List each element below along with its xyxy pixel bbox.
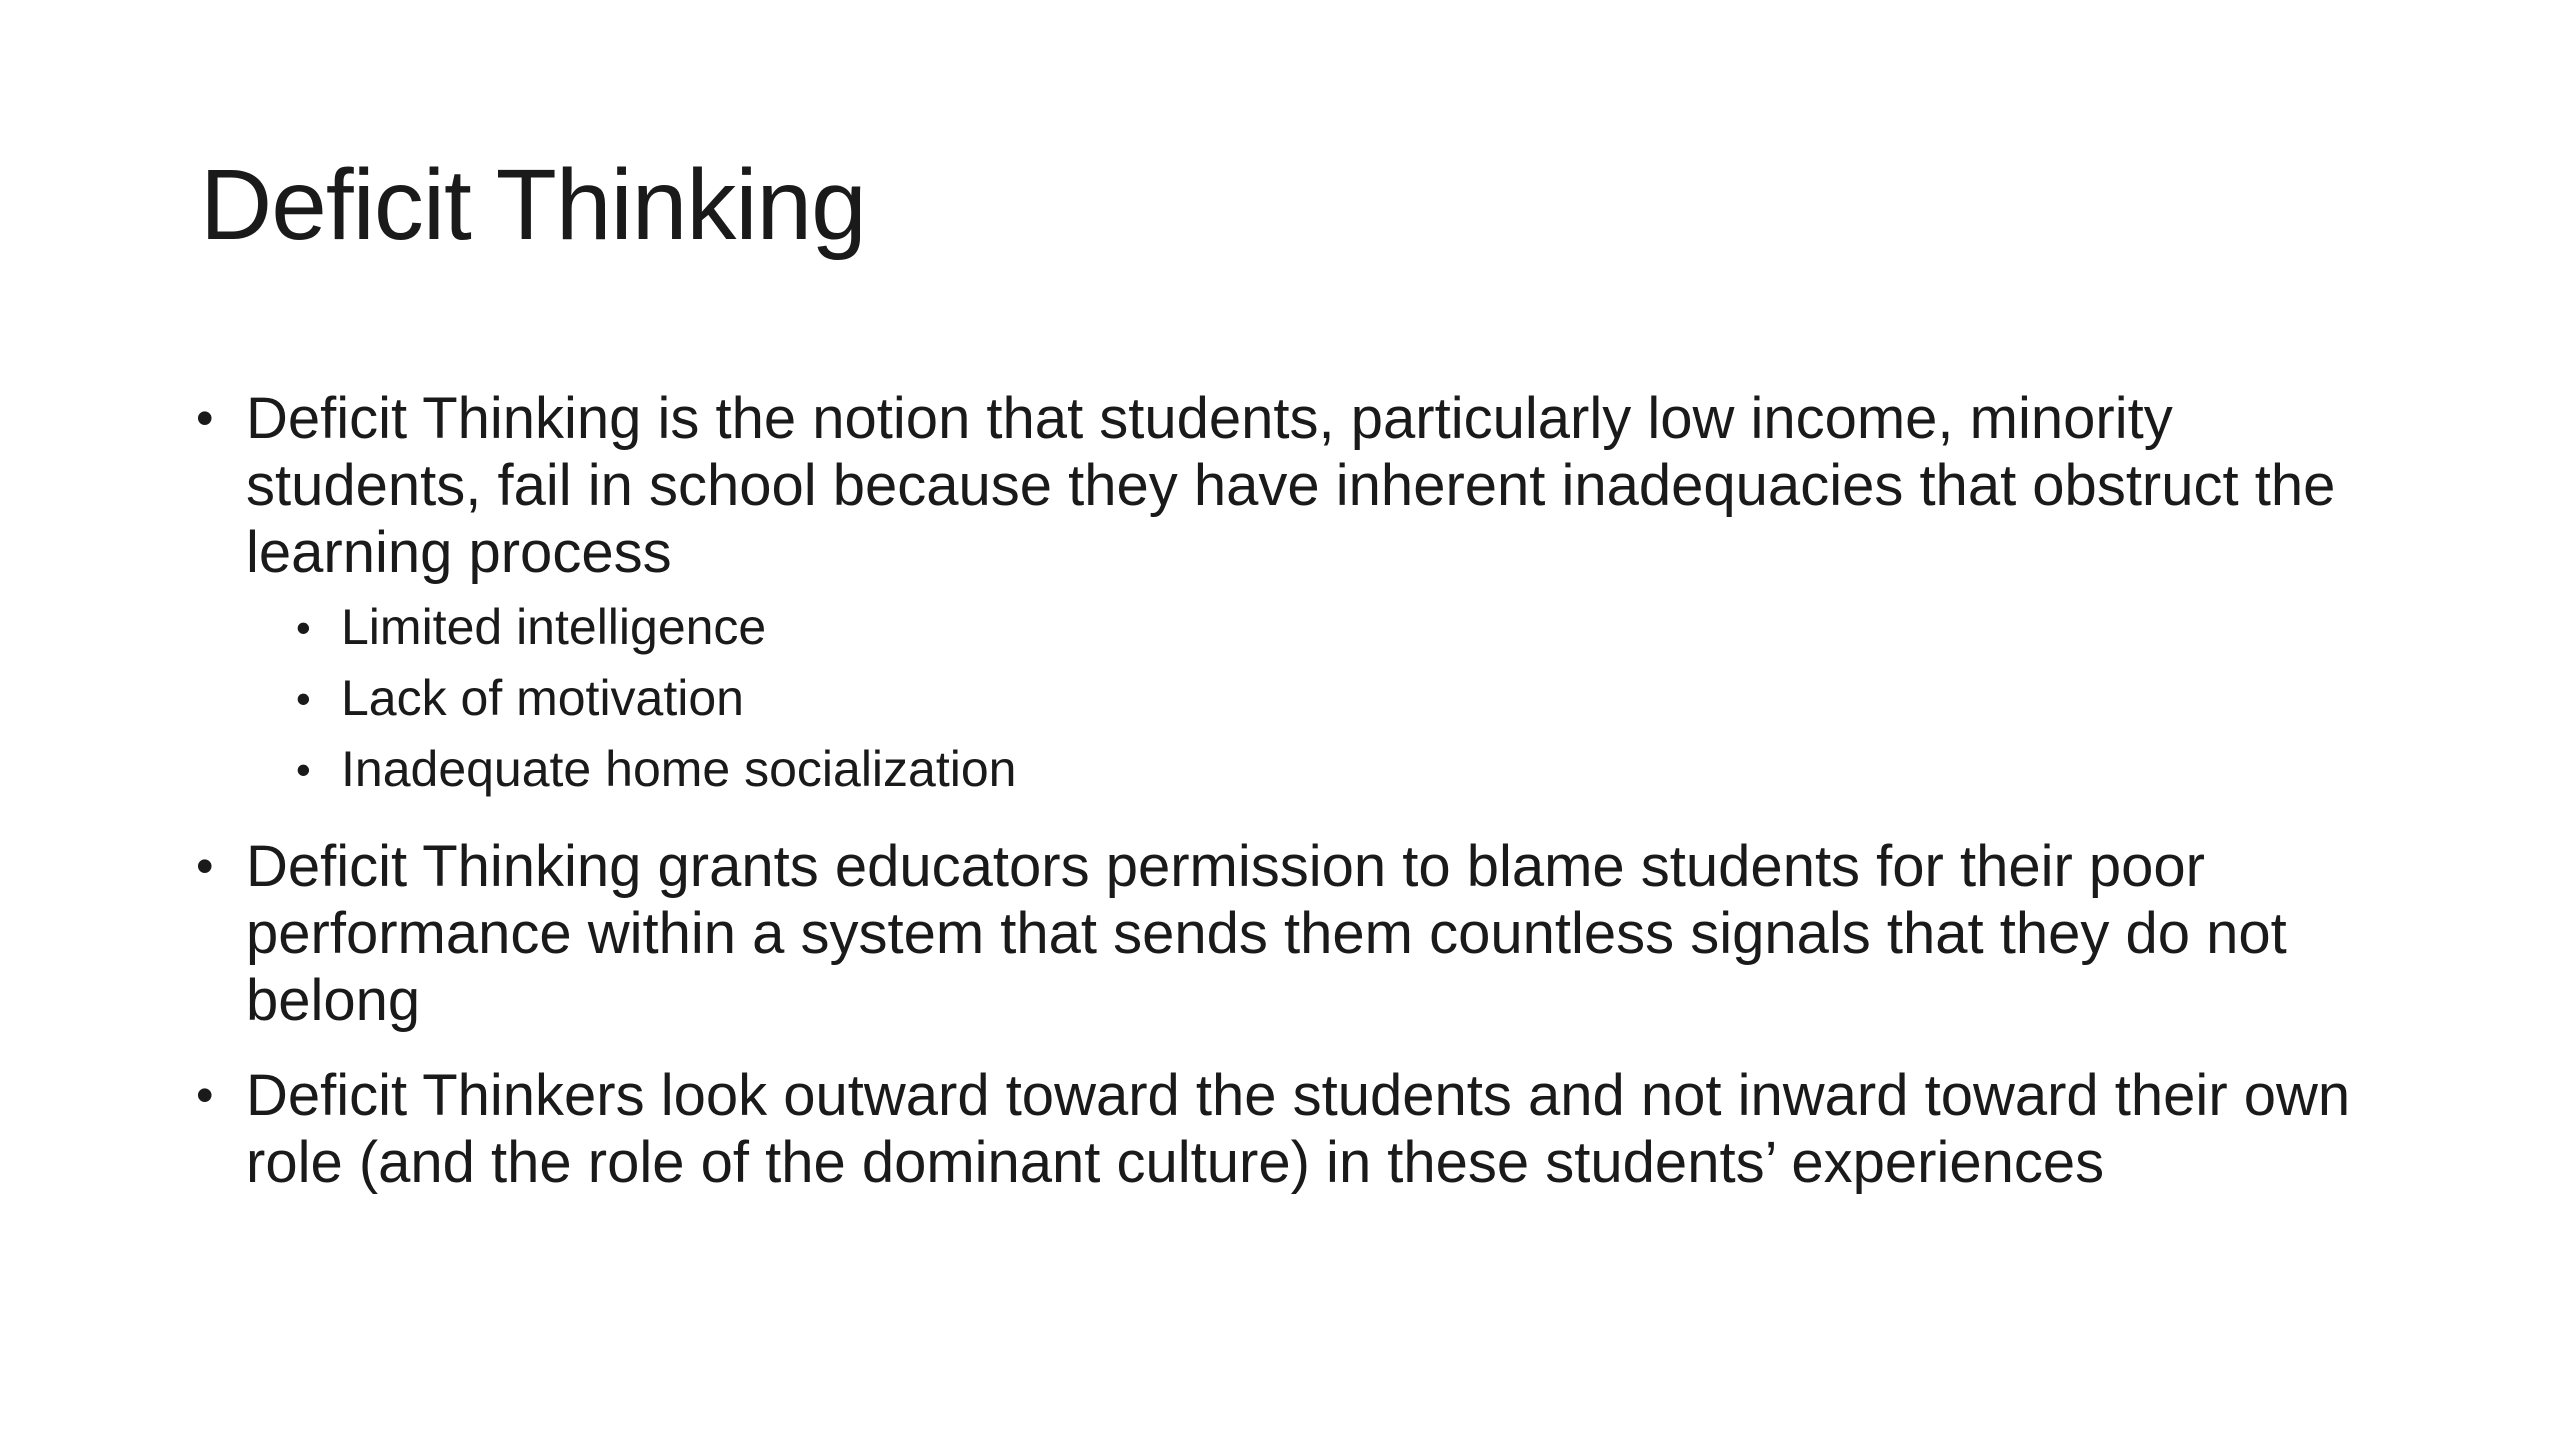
sub-bullet-text: Limited intelligence [341, 599, 767, 655]
slide-title: Deficit Thinking [200, 149, 866, 261]
bullet-item-1 [196, 385, 2396, 805]
bullet-dot-icon: • [196, 1067, 214, 1123]
bullet-content [246, 833, 2396, 1034]
bullet-text: Deficit Thinkers look outward toward the students and not inward toward their own role (and the role of the dominant culture) in these students’ experiences [246, 1063, 2351, 1195]
bullet-list [196, 385, 2396, 1196]
sub-bullet-item [296, 592, 2396, 663]
bullet-dot-icon: • [196, 838, 214, 894]
bullet-content [246, 385, 2396, 805]
sub-bullet-list [246, 592, 2396, 805]
bullet-item-2 [196, 833, 2396, 1034]
sub-bullet-item [296, 734, 2396, 805]
sub-bullet-item [296, 663, 2396, 734]
bullet-item-3 [196, 1062, 2396, 1196]
bullet-dot-icon: • [196, 390, 214, 446]
bullet-content [246, 1062, 2396, 1196]
sub-bullet-dot-icon: • [296, 746, 311, 793]
sub-bullet-dot-icon: • [296, 604, 311, 651]
sub-bullet-dot-icon: • [296, 675, 311, 722]
sub-bullet-text: Lack of motivation [341, 670, 744, 726]
sub-bullet-text: Inadequate home socialization [341, 741, 1017, 797]
bullet-text: Deficit Thinking is the notion that students, particularly low income, minority students, fail in school because they have inherent inadequacies that obstruct the learning process [246, 386, 2336, 585]
bullet-text: Deficit Thinking grants educators permission to blame students for their poor performance within a system that sends them countless signals that they do not belong [246, 834, 2287, 1033]
